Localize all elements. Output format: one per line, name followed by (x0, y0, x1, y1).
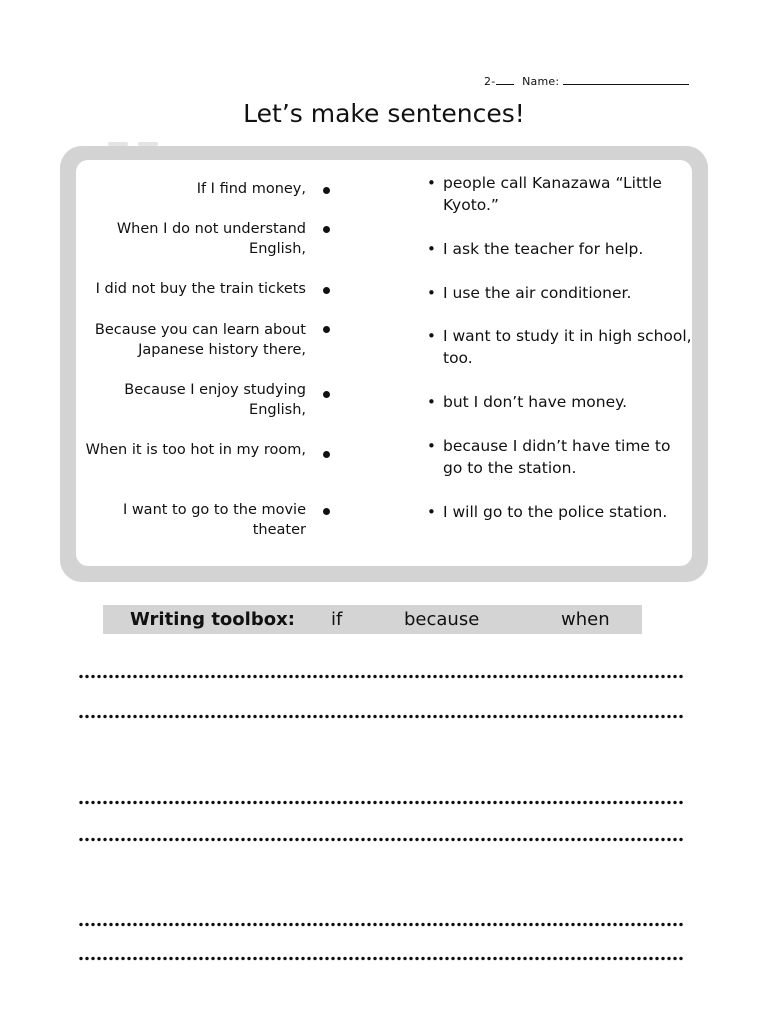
right-clause-6 (425, 435, 693, 479)
left-match-dot-4[interactable] (323, 326, 330, 333)
writing-line[interactable] (78, 674, 684, 679)
right-clause-7 (425, 501, 693, 523)
left-clause-3: I did not buy the train tickets (95, 281, 306, 297)
left-clause-4: Because you can learn about Japanese history there, (94, 322, 306, 358)
toolbox-word-if: if (331, 609, 343, 630)
right-clause-text-5: but I don’t have money. (443, 393, 628, 411)
writing-line[interactable] (78, 837, 684, 842)
toolbox-word-because: because (404, 609, 480, 630)
right-clause-text-3: I use the air conditioner. (443, 284, 632, 302)
right-match-dot-4[interactable]: • (427, 327, 436, 345)
right-clause-5 (425, 391, 693, 413)
left-match-dot-6[interactable] (323, 451, 330, 458)
writing-line[interactable] (78, 800, 684, 805)
left-clause-2: When I do not understand English, (116, 221, 306, 257)
left-clause-1: If I find money, (196, 181, 306, 197)
writing-line[interactable] (78, 714, 684, 719)
right-clause-3 (425, 282, 693, 304)
right-match-dot-1[interactable]: • (427, 174, 436, 192)
left-clause-6: When it is too hot in my room, (85, 442, 306, 458)
right-clause-text-4: I want to study it in high school, too. (443, 327, 692, 367)
left-match-dot-5[interactable] (323, 391, 330, 398)
writing-line[interactable] (78, 956, 684, 961)
writing-toolbox (103, 605, 642, 634)
name-header (484, 74, 689, 88)
right-match-dot-7[interactable]: • (427, 503, 436, 521)
left-clause-7: I want to go to the movie theater (122, 502, 306, 538)
left-match-dot-2[interactable] (323, 226, 330, 233)
name-label: Name: (522, 75, 560, 88)
writing-line[interactable] (78, 922, 684, 927)
toolbox-label: Writing toolbox: (130, 609, 295, 630)
class-number-blank[interactable] (496, 74, 514, 85)
class-number-label: 2- (484, 75, 496, 88)
right-clause-2 (425, 238, 693, 260)
right-clause-text-7: I will go to the police station. (443, 503, 668, 521)
left-clause-5: Because I enjoy studying English, (124, 382, 306, 418)
right-match-dot-3[interactable]: • (427, 284, 436, 302)
left-match-dot-3[interactable] (323, 287, 330, 294)
toolbox-word-when: when (561, 609, 610, 630)
right-clause-text-6: because I didn’t have time to go to the station. (443, 437, 671, 477)
left-match-dot-7[interactable] (323, 508, 330, 515)
right-clause-4 (425, 325, 693, 369)
right-clause-1 (425, 172, 693, 216)
right-match-dot-6[interactable]: • (427, 437, 436, 455)
right-match-dot-2[interactable]: • (427, 240, 436, 258)
right-clause-text-2: I ask the teacher for help. (443, 240, 644, 258)
page-title: Let’s make sentences! (243, 99, 525, 128)
left-match-dot-1[interactable] (323, 187, 330, 194)
right-clause-text-1: people call Kanazawa “Little Kyoto.” (443, 174, 662, 214)
name-blank[interactable] (563, 74, 689, 85)
right-match-dot-5[interactable]: • (427, 393, 436, 411)
